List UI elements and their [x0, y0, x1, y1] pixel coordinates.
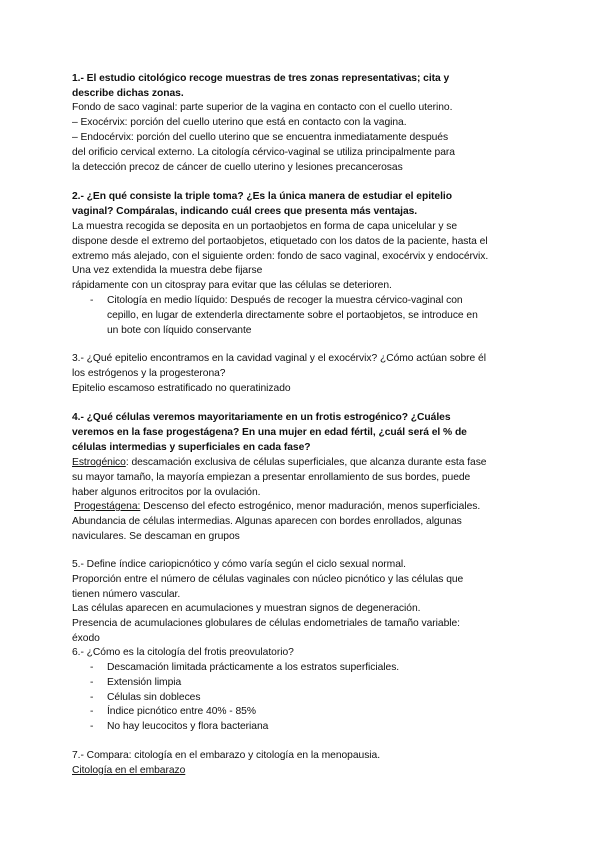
question-4-line-3: células intermedias y superficiales en cada fase?	[72, 442, 311, 453]
answer-5-line-3: Las células aparecen en acumulaciones y muestran signos de degeneración.	[72, 603, 421, 614]
answer-2-bullet-line-3: un bote con líquido conservante	[107, 325, 252, 336]
question-3-line-1: 3.- ¿Qué epitelio encontramos en la cavidad vaginal y el exocérvix? ¿Cómo actúan sobre él	[72, 353, 486, 364]
list-item: Índice picnótico entre 40% - 85%	[107, 706, 256, 717]
answer-1-line-4: del orificio cervical externo. La citología cérvico-vaginal se utiliza principalmente para	[72, 147, 455, 158]
answer-1-line-1: Fondo de saco vaginal: parte superior de la vagina en contacto con el cuello uterino.	[72, 102, 453, 113]
answer-1-line-3: – Endocérvix: porción del cuello uterino que se encuentra inmediatamente después	[72, 132, 449, 143]
answer-1-line-2: – Exocérvix: porción del cuello uterino que está en contacto con la vagina.	[72, 117, 407, 128]
answer-5-line-1: Proporción entre el número de células vaginales con núcleo picnótico y las células que	[72, 574, 464, 585]
question-1-line-2: describe dichas zonas.	[72, 88, 184, 99]
progestagen-text: Descenso del efecto estrogénico, menor maduración, menos superficiales.	[140, 501, 481, 512]
bullet-dash: -	[90, 721, 94, 732]
list-item: Extensión limpia	[107, 677, 182, 688]
answer-2-line-4: Una vez extendida la muestra debe fijarse	[72, 265, 263, 276]
bullet-dash: -	[90, 706, 94, 717]
answer-5-line-2: tienen número vascular.	[72, 589, 181, 600]
answer-4-progestagen-line-1	[74, 499, 480, 514]
list-item: Células sin dobleces	[107, 692, 201, 703]
answer-2-line-2: dispone desde el extremo del portaobjetos, etiquetado con los datos de la paciente, hasta el	[72, 236, 488, 247]
answer-4-progestagen-line-2: Abundancia de células intermedias. Algunas aparecen con bordes enrollados, algunas	[72, 516, 462, 527]
question-5: 5.- Define índice cariopicnótico y cómo varía según el ciclo sexual normal.	[72, 559, 406, 570]
answer-2-line-1: La muestra recogida se deposita en un portaobjetos en forma de capa unicelular y se	[72, 221, 458, 232]
answer-2-bullet-line-1: Citología en medio líquido: Después de recoger la muestra cérvico-vaginal con	[107, 295, 463, 306]
section-heading-pregnancy: Citología en el embarazo	[72, 765, 186, 776]
answer-5-line-5: éxodo	[72, 633, 100, 644]
question-1-line-1: 1.- El estudio citológico recoge muestras de tres zonas representativas; cita y	[72, 73, 450, 84]
bullet-dash: -	[90, 677, 94, 688]
list-item: Descamación limitada prácticamente a los estratos superficiales.	[107, 662, 400, 673]
question-4-line-2: veremos en la fase progestágena? En una mujer en edad fértil, ¿cuál será el % de	[72, 427, 467, 438]
question-6: 6.- ¿Cómo es la citología del frotis preovulatorio?	[72, 647, 294, 658]
question-3-line-2: los estrógenos y la progesterona?	[72, 368, 226, 379]
answer-4-progestagen-line-3: naviculares. Se descaman en grupos	[72, 531, 240, 542]
question-4-line-1: 4.- ¿Qué células veremos mayoritariamente en un frotis estrogénico? ¿Cuáles	[72, 412, 451, 423]
estrogenic-text: : descamación exclusiva de células superficiales, que alcanza durante esta fase	[125, 457, 487, 468]
bullet-dash: -	[90, 662, 94, 673]
answer-4-estrogenic-line-3: haber algunos eritrocitos por la ovulación.	[72, 487, 261, 498]
bullet-dash: -	[90, 295, 94, 306]
question-7: 7.- Compara: citología en el embarazo y citología en la menopausia.	[72, 750, 381, 761]
answer-3: Epitelio escamoso estratificado no queratinizado	[72, 383, 291, 394]
answer-2-line-5: rápidamente con un citospray para evitar que las células se deterioren.	[72, 280, 392, 291]
question-2-line-1: 2.- ¿En qué consiste la triple toma? ¿Es la única manera de estudiar el epitelio	[72, 191, 452, 202]
list-item: No hay leucocitos y flora bacteriana	[107, 721, 269, 732]
answer-4-estrogenic-line-2: su mayor tamaño, la mayoría empiezan a presentar enrollamiento de sus bordes, puede	[72, 472, 471, 483]
answer-2-line-3: extremo más alejado, con el siguiente orden: fondo de saco vaginal, exocérvix y endocérvix.	[72, 251, 489, 262]
progestagen-label: Progestágena:	[74, 501, 141, 512]
bullet-dash: -	[90, 692, 94, 703]
answer-1-line-5: la detección precoz de cáncer de cuello uterino y lesiones precancerosas	[72, 162, 403, 173]
answer-4-estrogenic-line-1	[72, 455, 486, 470]
estrogenic-label: Estrogénico	[72, 457, 126, 468]
question-2-line-2: vaginal? Compáralas, indicando cuál crees que presenta más ventajas.	[72, 206, 418, 217]
answer-2-bullet-line-2: cepillo, en lugar de extenderla directamente sobre el portaobjetos, se introduce en	[107, 310, 478, 321]
answer-5-line-4: Presencia de acumulaciones globulares de células endometriales de tamaño variable:	[72, 618, 460, 629]
